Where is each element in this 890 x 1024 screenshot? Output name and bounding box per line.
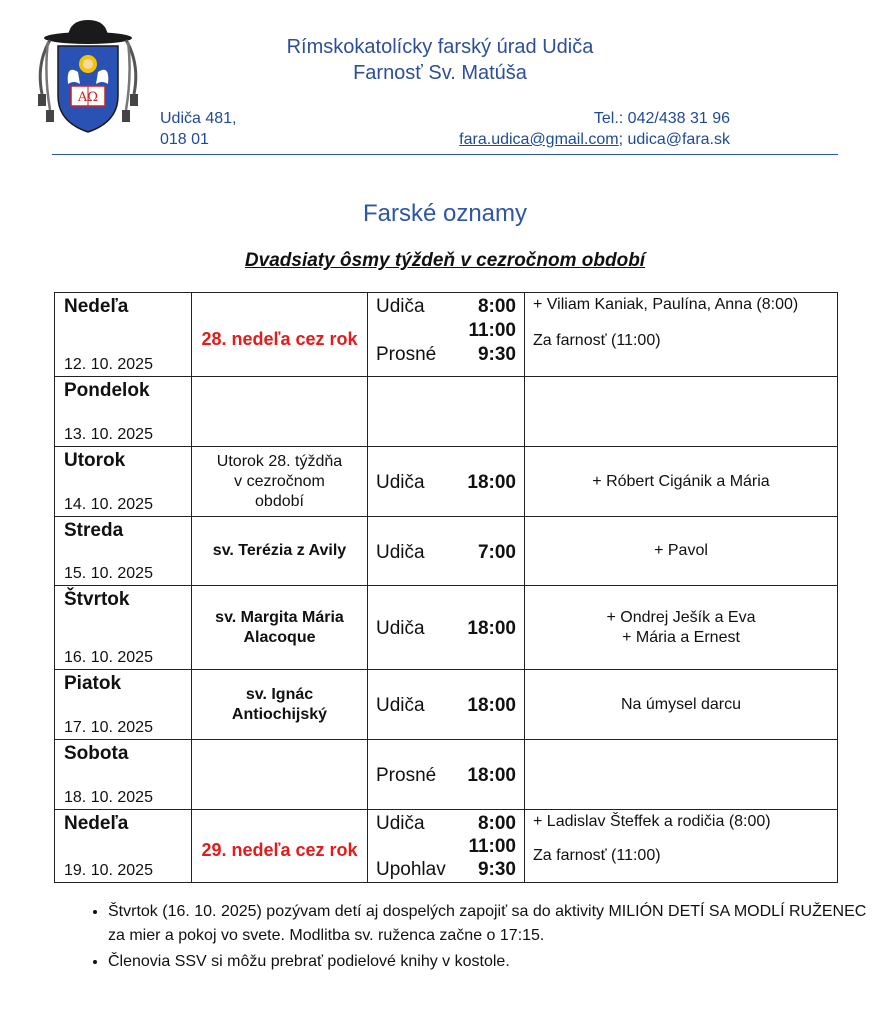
intent-cell xyxy=(525,740,838,810)
parish-name: Rímskokatolícky farský úrad Udiča xyxy=(286,36,594,58)
feast-cell xyxy=(192,810,368,883)
mass-cell xyxy=(368,586,525,670)
day-cell xyxy=(55,586,192,670)
day-name: Nedeľa xyxy=(64,813,129,834)
mass-place: Upohlav xyxy=(376,859,446,880)
mass-intention: Za farnosť (11:00) xyxy=(533,332,661,349)
feast-cell xyxy=(192,293,368,377)
announcement-item: • Členovia SSV si môžu prebrať podielové knihy v kostole. xyxy=(108,950,868,974)
header-divider xyxy=(52,154,838,155)
feast-cell xyxy=(192,740,368,810)
feast-cell xyxy=(192,377,368,447)
announcements-list xyxy=(76,900,868,976)
parish-crest-logo xyxy=(28,14,148,136)
address-line1: Udiča 481, xyxy=(160,110,237,127)
feast-cell xyxy=(192,517,368,586)
day-name: Štvrtok xyxy=(64,589,130,610)
day-name: Sobota xyxy=(64,743,129,764)
phone-number: Tel.: 042/438 31 96 xyxy=(593,110,730,127)
intent-cell xyxy=(525,670,838,740)
mass-place: Udiča xyxy=(376,618,425,639)
mass-time: 11:00 xyxy=(468,320,516,341)
schedule-row xyxy=(55,670,838,740)
mass-time: 9:30 xyxy=(477,344,516,365)
day-cell xyxy=(55,377,192,447)
mass-time: 18:00 xyxy=(467,618,516,639)
feast-cell xyxy=(192,447,368,517)
intent-cell xyxy=(525,293,838,377)
mass-cell xyxy=(368,447,525,517)
mass-intention: + Viliam Kaniak, Paulína, Anna (8:00) xyxy=(533,296,799,313)
mass-intention: + Mária a Ernest xyxy=(622,628,740,646)
day-date: 16. 10. 2025 xyxy=(64,649,153,666)
intent-cell xyxy=(525,377,838,447)
mass-place: Udiča xyxy=(376,695,425,716)
intent-cell xyxy=(525,517,838,586)
mass-place: Udiča xyxy=(376,296,425,317)
day-cell xyxy=(55,810,192,883)
announcement-item: • Štvrtok (16. 10. 2025) pozývam detí aj dospelých zapojiť sa do aktivity MILIÓN DETÍ SA MODLÍ RUŽENEC za mier a pokoj vo svete. Modlitba sv. ruženca začne o 17:15. xyxy=(108,900,868,948)
mass-time: 8:00 xyxy=(477,813,516,834)
parish-contact xyxy=(459,108,730,150)
schedule-row xyxy=(55,293,838,377)
mass-time: 9:30 xyxy=(477,859,516,880)
mass-cell xyxy=(368,670,525,740)
parish-address xyxy=(160,108,237,150)
schedule-row xyxy=(55,377,838,447)
mass-cell xyxy=(368,810,525,883)
day-name: Utorok xyxy=(64,450,126,471)
day-name: Pondelok xyxy=(64,380,150,401)
mass-place: Udiča xyxy=(376,541,425,563)
mass-time: 7:00 xyxy=(477,541,516,563)
day-cell xyxy=(55,670,192,740)
mass-intention: + Ladislav Šteffek a rodičia (8:00) xyxy=(533,813,771,830)
mass-time: 11:00 xyxy=(468,836,516,857)
schedule-row xyxy=(55,740,838,810)
day-name: Streda xyxy=(64,520,124,541)
feast-cell xyxy=(192,670,368,740)
week-title: Dvadsiaty ôsmy týždeň v cezročnom období xyxy=(244,250,646,271)
schedule-row xyxy=(55,810,838,883)
mass-place: Udiča xyxy=(376,472,425,493)
feast-name: Utorok 28. týždňa v cezročnom období xyxy=(216,452,343,510)
feast-cell xyxy=(192,586,368,670)
mass-intention: + Ondrej Ješík a Eva xyxy=(606,608,756,626)
mass-place: Prosné xyxy=(376,765,437,786)
mass-cell xyxy=(368,293,525,377)
mass-time: 18:00 xyxy=(467,472,516,493)
feast-name: sv. Margita Mária Alacoque xyxy=(215,608,344,646)
schedule-row xyxy=(55,586,838,670)
email-secondary: ; udica@fara.sk xyxy=(618,131,730,148)
email-link-primary[interactable]: fara.udica@gmail.com xyxy=(459,131,619,148)
feast-name: 29. nedeľa cez rok xyxy=(201,840,358,860)
schedule-table xyxy=(54,292,838,883)
day-cell xyxy=(55,740,192,810)
day-date: 18. 10. 2025 xyxy=(64,789,153,806)
address-line2: 018 01 xyxy=(160,131,209,148)
mass-intention: + Pavol xyxy=(654,542,708,559)
schedule-row xyxy=(55,447,838,517)
day-date: 12. 10. 2025 xyxy=(64,356,153,373)
feast-name: 28. nedeľa cez rok xyxy=(201,328,358,349)
intent-cell xyxy=(525,810,838,883)
day-cell xyxy=(55,517,192,586)
document-title: Farské oznamy xyxy=(362,200,528,227)
day-date: 19. 10. 2025 xyxy=(64,862,153,879)
mass-place: Prosné xyxy=(376,344,437,365)
intent-cell xyxy=(525,586,838,670)
day-date: 15. 10. 2025 xyxy=(64,565,153,582)
day-name: Piatok xyxy=(64,673,122,694)
schedule-row xyxy=(55,517,838,586)
mass-cell xyxy=(368,517,525,586)
mass-intention: Na úmysel darcu xyxy=(620,695,742,713)
intent-cell xyxy=(525,447,838,517)
feast-name: sv. Ignác Antiochijský xyxy=(231,685,328,723)
day-date: 13. 10. 2025 xyxy=(64,426,153,443)
feast-name: sv. Terézia z Avily xyxy=(212,542,347,559)
day-date: 17. 10. 2025 xyxy=(64,719,153,736)
svg-text:AΩ: AΩ xyxy=(77,90,99,105)
day-name: Nedeľa xyxy=(64,296,129,317)
mass-cell xyxy=(368,740,525,810)
mass-place: Udiča xyxy=(376,813,425,834)
mass-cell xyxy=(368,377,525,447)
mass-time: 18:00 xyxy=(467,765,516,786)
day-cell xyxy=(55,293,192,377)
mass-intention: + Róbert Cigánik a Mária xyxy=(592,472,770,490)
day-date: 14. 10. 2025 xyxy=(64,496,153,513)
day-cell xyxy=(55,447,192,517)
parish-title xyxy=(150,34,730,86)
mass-intention: Za farnosť (11:00) xyxy=(533,847,661,864)
mass-time: 8:00 xyxy=(477,296,516,317)
mass-time: 18:00 xyxy=(467,695,516,716)
parish-subtitle: Farnosť Sv. Matúša xyxy=(353,62,527,84)
